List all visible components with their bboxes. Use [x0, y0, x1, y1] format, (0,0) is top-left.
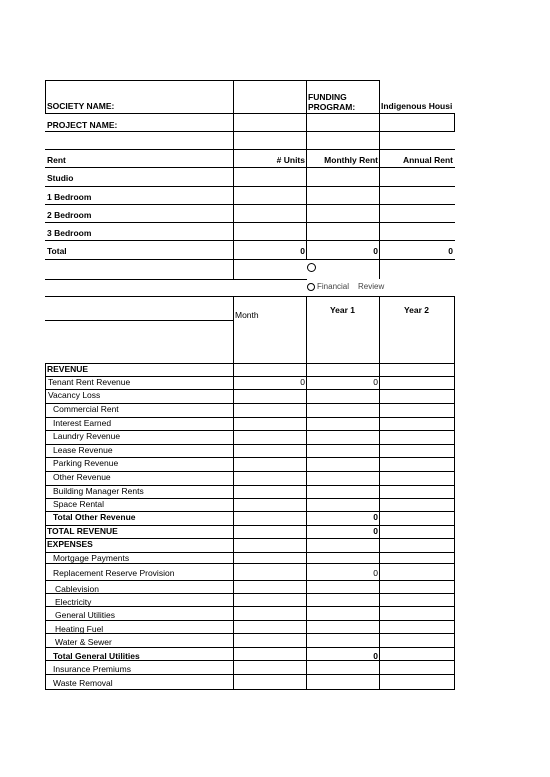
funding-program-label: FUNDING — [308, 92, 347, 102]
laundry-revenue-label: Laundry Revenue — [53, 431, 121, 441]
financial-option-label: Financial — [317, 282, 350, 291]
row-3-bedroom: 3 Bedroom — [47, 228, 92, 238]
total-general-utilities-label: Total General Utilities — [53, 651, 140, 661]
grid-line — [45, 204, 455, 205]
general-utilities-label: General Utilities — [55, 610, 115, 620]
grid-line — [233, 296, 234, 363]
waste-removal-label: Waste Removal — [53, 678, 113, 688]
tenant-rent-revenue-label: Tenant Rent Revenue — [48, 377, 131, 387]
project-name-label: PROJECT NAME: — [47, 120, 118, 130]
grid-line — [45, 222, 455, 223]
heating-fuel-label: Heating Fuel — [55, 624, 104, 634]
society-name-label: SOCIETY NAME: — [47, 101, 115, 111]
expenses-header: EXPENSES — [47, 539, 93, 549]
financial-radio-button[interactable] — [307, 283, 315, 291]
rent-total-label: Total — [47, 246, 67, 256]
rent-total-annual: 0 — [448, 246, 453, 256]
grid-line — [45, 320, 234, 321]
funding-program-label-2: PROGRAM: — [308, 102, 356, 112]
electricity-label: Electricity — [55, 597, 92, 607]
vacancy-loss-label: Vacancy Loss — [48, 390, 101, 400]
replacement-reserve-label: Replacement Reserve Provision — [53, 568, 175, 578]
grid-line — [45, 620, 455, 621]
row-2-bedroom: 2 Bedroom — [47, 210, 92, 220]
grid-line — [45, 240, 455, 241]
grid-line — [45, 563, 455, 564]
grid-line — [45, 131, 455, 132]
grid-line — [45, 689, 455, 690]
lease-revenue-label: Lease Revenue — [53, 445, 113, 455]
parking-revenue-label: Parking Revenue — [53, 458, 119, 468]
grid-line — [45, 167, 455, 168]
grid-line — [379, 80, 380, 260]
month-column-header: Month — [235, 310, 259, 320]
funding-program-value[interactable]: Indigenous Housi — [381, 101, 453, 111]
grid-line — [379, 363, 380, 689]
grid-line — [45, 80, 379, 81]
grid-line — [306, 80, 307, 260]
year2-column-header: Year 2 — [403, 305, 430, 315]
rent-total-monthly: 0 — [373, 246, 378, 256]
water-sewer-label: Water & Sewer — [55, 637, 112, 647]
grid-line — [45, 149, 455, 150]
total-revenue-year1: 0 — [373, 526, 378, 536]
grid-line — [45, 296, 455, 297]
grid-line — [45, 389, 455, 390]
mortgage-payments-label: Mortgage Payments — [53, 553, 130, 563]
row-studio: Studio — [47, 173, 74, 183]
grid-line — [45, 498, 455, 499]
grid-line — [45, 593, 455, 594]
grid-line — [45, 113, 455, 114]
grid-line — [45, 80, 46, 113]
total-general-utilities-year1: 0 — [373, 651, 378, 661]
grid-line — [45, 279, 307, 280]
grid-line — [45, 186, 455, 187]
total-other-revenue-year1: 0 — [373, 512, 378, 522]
grid-line — [379, 259, 380, 279]
annual-rent-column-header: Annual Rent — [402, 155, 453, 165]
tenant-rent-revenue-year1: 0 — [373, 377, 378, 387]
rent-column-header: Rent — [47, 155, 66, 165]
grid-line — [45, 580, 455, 581]
revenue-header: REVENUE — [47, 364, 89, 374]
review-option-label: Review — [358, 282, 385, 291]
commercial-rent-label: Commercial Rent — [53, 404, 119, 414]
grid-line — [45, 538, 455, 539]
grid-line — [45, 259, 455, 260]
grid-line — [454, 363, 455, 689]
building-manager-rents-label: Building Manager Rents — [53, 486, 144, 496]
rent-total-units: 0 — [300, 246, 305, 256]
grid-line — [233, 363, 234, 689]
grid-line — [454, 113, 455, 131]
grid-line — [454, 296, 455, 363]
grid-line — [45, 633, 455, 634]
interest-earned-label: Interest Earned — [53, 418, 112, 428]
total-revenue-label: TOTAL REVENUE — [47, 526, 118, 536]
units-column-header: # Units — [276, 155, 305, 165]
space-rental-label: Space Rental — [53, 499, 105, 509]
grid-line — [45, 363, 455, 364]
insurance-premiums-label: Insurance Premiums — [53, 664, 131, 674]
grid-line — [45, 674, 455, 675]
other-revenue-label: Other Revenue — [53, 472, 111, 482]
row-1-bedroom: 1 Bedroom — [47, 192, 92, 202]
grid-line — [45, 363, 46, 689]
monthly-rent-column-header: Monthly Rent — [324, 155, 378, 165]
tenant-rent-revenue-month: 0 — [300, 377, 305, 387]
cablevision-label: Cablevision — [55, 584, 99, 594]
radio-button[interactable] — [307, 263, 316, 272]
grid-line — [45, 647, 455, 648]
grid-line — [45, 606, 455, 607]
total-other-revenue-label: Total Other Revenue — [53, 512, 136, 522]
replacement-reserve-year1: 0 — [373, 568, 378, 578]
year1-column-header: Year 1 — [329, 305, 356, 315]
